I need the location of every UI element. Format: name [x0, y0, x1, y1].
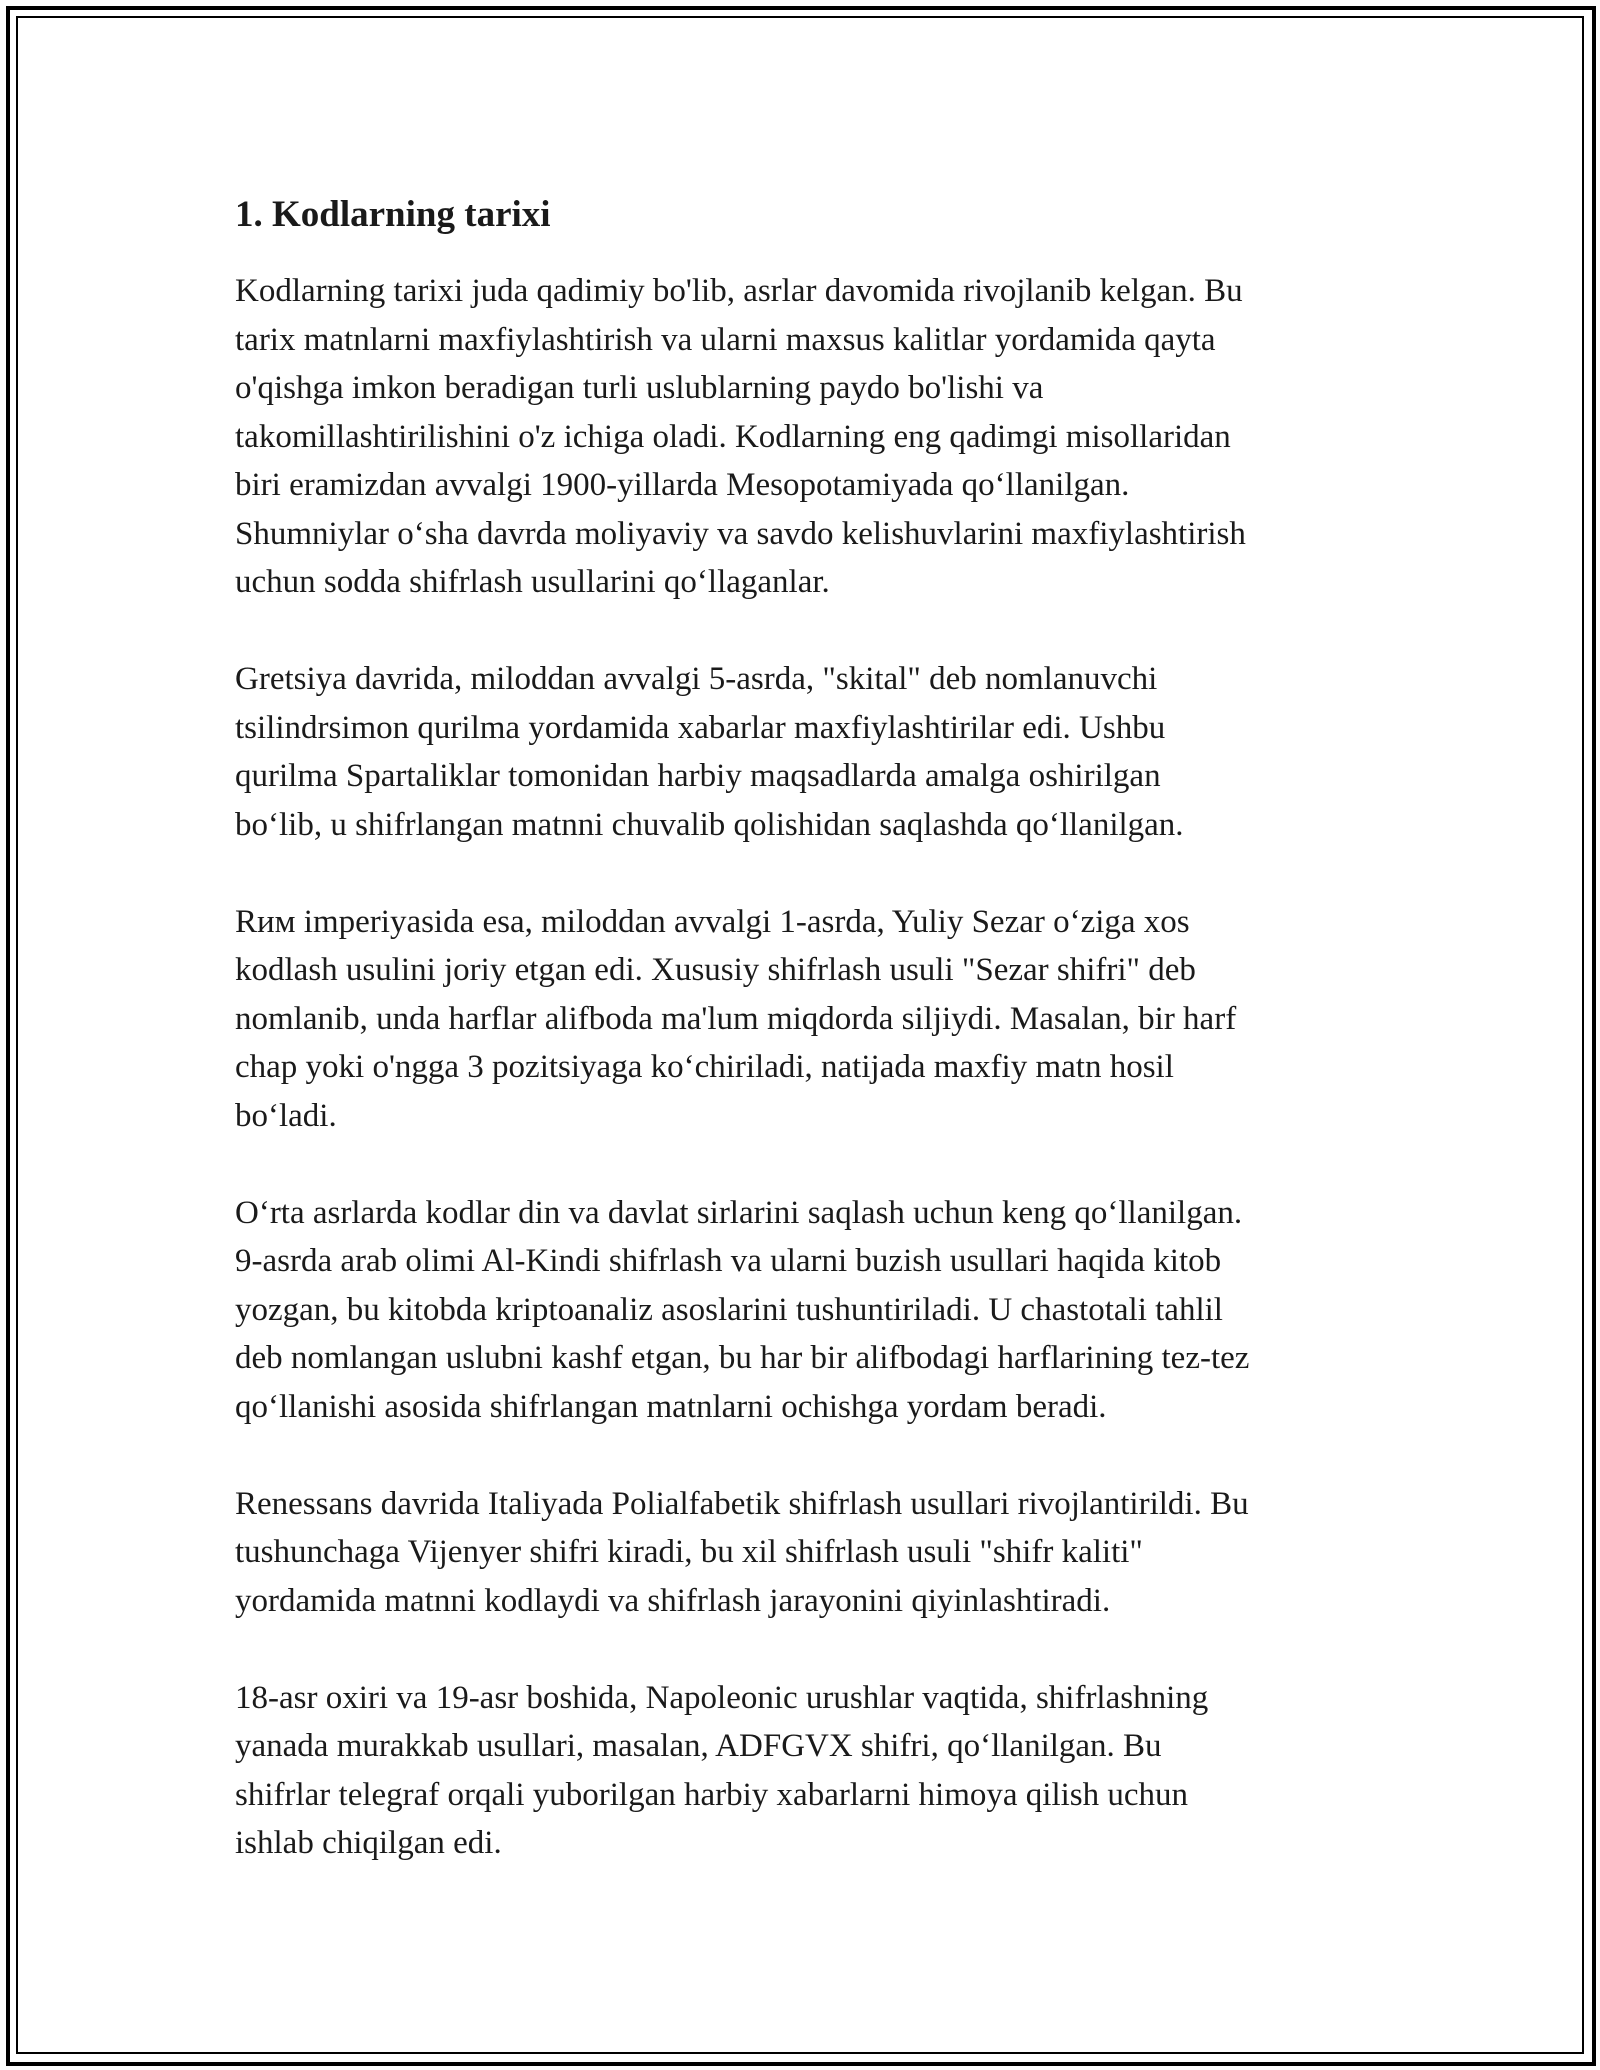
paragraph-line: shifrlar telegraf orqali yuborilgan harbiy xabarlarni himoya qilish uchun [235, 1776, 1189, 1813]
paragraph-line: takomillashtirilishini o'z ichiga oladi. Kodlarning eng qadimgi misollaridan [235, 418, 1231, 455]
paragraph-2 [235, 655, 1365, 849]
paragraph-line: yanada murakkab usullari, masalan, ADFGVX shifri, qoʻllanilgan. Bu [235, 1728, 1162, 1764]
paragraph-line: chap yoki o'ngga 3 pozitsiyaga koʻchiriladi, natijada maxfiy matn hosil [235, 1049, 1174, 1085]
paragraph-4 [235, 1189, 1365, 1432]
paragraph-line: yordamida matnni kodlaydi va shifrlash jarayonini qiyinlashtiradi. [235, 1582, 1111, 1619]
paragraph-line: kodlash usulini joriy etgan edi. Xususiy shifrlash usuli "Sezar shifri" deb [235, 952, 1196, 988]
paragraph-line: qoʻllanishi asosida shifrlangan matnlarni ochishga yordam beradi. [235, 1388, 1107, 1425]
paragraph-5 [235, 1480, 1365, 1626]
paragraph-line: o'qishga imkon beradigan turli uslublarning paydo bo'lishi va [235, 370, 1044, 406]
paragraph-line: yozgan, bu kitobda kriptoanaliz asoslarini tushuntiriladi. U chastotali tahlil [235, 1291, 1223, 1328]
paragraph-6 [235, 1674, 1365, 1868]
paragraph-line: Renessans davrida Italiyada Polialfabetik shifrlash usullari rivojlantirildi. Bu [235, 1485, 1249, 1522]
section-title: 1. Kodlarning tarixi [235, 194, 551, 235]
paragraph-line: Gretsiya davrida, miloddan avvalgi 5-asrda, "skital" deb nomlanuvchi [235, 661, 1158, 697]
paragraph-line: tushunchaga Vijenyer shifri kiradi, bu xil shifrlash usuli "shifr kaliti" [235, 1534, 1143, 1570]
paragraph-line: Rим imperiyasida esa, miloddan avvalgi 1-asrda, Yuliy Sezar oʻziga xos [235, 903, 1190, 940]
paragraph-line: Kodlarning tarixi juda qadimiy bo'lib, asrlar davomida rivojlanib kelgan. Bu [235, 273, 1243, 309]
paragraph-line: boʻlib, u shifrlangan matnni chuvalib qolishidan saqlashda qoʻllanilgan. [235, 806, 1184, 843]
paragraph-line: ishlab chiqilgan edi. [235, 1825, 502, 1861]
paragraph-line: boʻladi. [235, 1097, 337, 1134]
paragraph-line: biri eramizdan avvalgi 1900-yillarda Mesopotamiyada qoʻllanilgan. [235, 467, 1130, 503]
paragraph-1 [235, 267, 1365, 607]
paragraph-container [235, 267, 1365, 1868]
paragraph-line: tarix matnlarni maxfiylashtirish va ularni maxsus kalitlar yordamida qayta [235, 321, 1216, 358]
paragraph-line: 9-asrda arab olimi Al-Kindi shifrlash va ularni buzish usullari haqida kitob [235, 1243, 1222, 1279]
paragraph-line: Oʻrta asrlarda kodlar din va davlat sirlarini saqlash uchun keng qoʻllanilgan. [235, 1194, 1243, 1231]
paragraph-line: tsilindrsimon qurilma yordamida xabarlar maxfiylashtirilar edi. Ushbu [235, 709, 1166, 746]
paragraph-line: deb nomlangan uslubni kashf etgan, bu har bir alifbodagi harflarining tez-tez [235, 1340, 1250, 1376]
document-body [235, 185, 1365, 1916]
paragraph-line: nomlanib, unda harflar alifboda ma'lum miqdorda siljiydi. Masalan, bir harf [235, 1000, 1237, 1037]
paragraph-line: 18-asr oxiri va 19-asr boshida, Napoleonic urushlar vaqtida, shifrlashning [235, 1679, 1209, 1716]
paragraph-line: uchun sodda shifrlash usullarini qoʻllaganlar. [235, 564, 830, 600]
paragraph-3 [235, 898, 1365, 1141]
paragraph-line: Shumniylar oʻsha davrda moliyaviy va savdo kelishuvlarini maxfiylashtirish [235, 515, 1246, 552]
paragraph-line: qurilma Spartaliklar tomonidan harbiy maqsadlarda amalga oshirilgan [235, 758, 1161, 794]
